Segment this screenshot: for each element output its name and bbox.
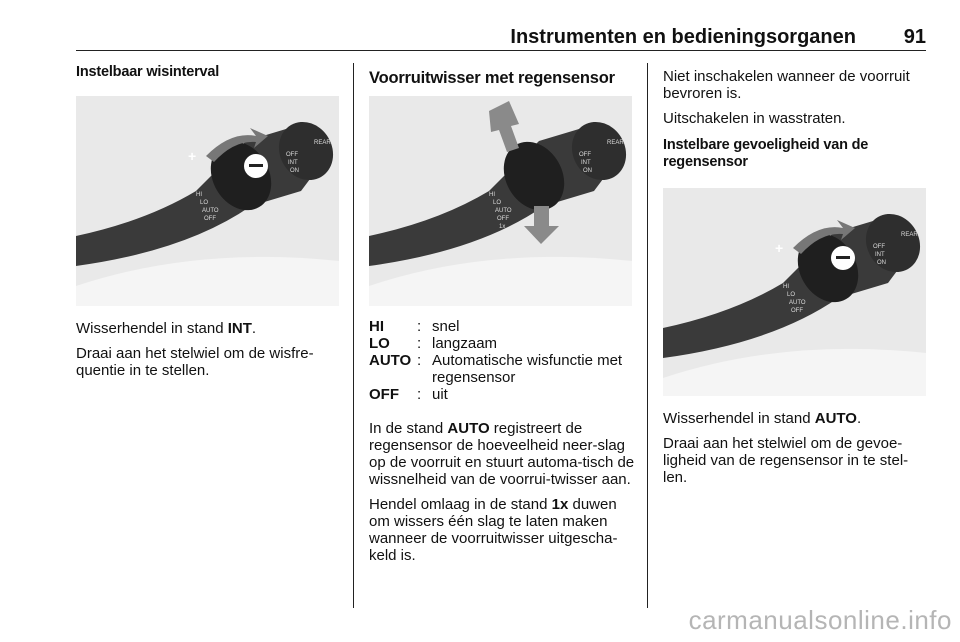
ring-label-hi-3: HI [783,284,789,290]
tip-label-int: INT [288,160,298,166]
plus-label: + [188,148,197,164]
ring-label-hi-2: HI [489,192,495,198]
ring-label-lo-2: LO [493,200,502,206]
column-3 [663,68,927,171]
page-number: 91 [903,26,926,48]
ring-label-off: OFF [204,216,216,222]
tip-label-on-2: ON [583,168,592,174]
paragraph-stelwiel: Draai aan het stelwiel om de wisfre-quentie in te stellen. [76,345,314,379]
tip-label-int-2: INT [581,160,591,166]
column-3-text [663,410,927,494]
paragraph-auto-3: Wisserhendel in stand AUTO. [663,410,862,427]
column-1-text [76,320,341,387]
ring-label-hi: HI [196,192,202,198]
figure-sensitivity [663,188,926,396]
paragraph-gevoeligheid: Draai aan het stelwiel om de gevoe-ligheid van de regensensor in te stel-len. [663,435,909,486]
paragraph-bevroren: Niet inschakelen wanneer de voorruit bevroren is. [663,68,910,102]
column-2-text [369,420,635,572]
watermark: carmanualsonline.info [688,605,952,635]
paragraph-int: Wisserhendel in stand INT. [76,320,257,337]
definition-row: AUTO : Automatische wisfunctie met regensensor [369,352,623,386]
tip-label-off-2: OFF [579,152,591,158]
tip-label-off-3: OFF [873,244,885,250]
definition-row: OFF : uit [369,386,448,403]
ring-label-auto: AUTO [202,208,219,214]
column-divider-2 [647,63,648,608]
header-rule [76,50,926,51]
ring-label-off-3: OFF [791,308,803,314]
column-2 [369,68,639,88]
column-divider-1 [353,63,354,608]
ring-label-auto-2: AUTO [495,208,512,214]
rear-label: REAR [314,140,331,146]
figure-wiper-interval [76,96,339,306]
tip-label-on-3: ON [877,260,886,266]
page-header [76,26,926,52]
paragraph-wasstraten: Uitschakelen in wasstraten. [663,110,846,127]
column-1 [76,64,341,81]
paragraph-auto: In de stand AUTO registreert de regensensor de hoeveelheid neer-slag op de voorruit en stuurt automa-tisch de wissnelheid van de voorrui-twisser aan. [369,420,635,488]
rear-label-3: REAR [901,232,918,238]
heading-regensensor: Voorruitwisser met regensensor [369,69,615,87]
definition-row: LO : langzaam [369,335,498,352]
definition-row: HI : snel [369,318,460,335]
ring-label-lo: LO [200,200,209,206]
tip-label-off: OFF [286,152,298,158]
mode-definitions [369,318,634,403]
rear-label-2: REAR [607,140,624,146]
plus-label-3: + [775,240,784,256]
tip-label-int-3: INT [875,252,885,258]
ring-label-1x-2: 1x [499,224,506,230]
ring-label-off-2: OFF [497,216,509,222]
ring-label-auto-3: AUTO [789,300,806,306]
figure-rain-sensor [369,96,632,306]
heading-instelbaar-wisinterval: Instelbaar wisinterval [76,64,220,80]
tip-label-on: ON [290,168,299,174]
section-title: Instrumenten en bedieningsorganen [510,26,856,48]
ring-label-lo-3: LO [787,292,796,298]
heading-gevoeligheid: Instelbare gevoeligheid van de regensensor [663,137,869,170]
paragraph-1x: Hendel omlaag in de stand 1x duwen om wissers één slag te laten maken wanneer de voorruitwisser uitgescha-keld is. [369,496,618,564]
